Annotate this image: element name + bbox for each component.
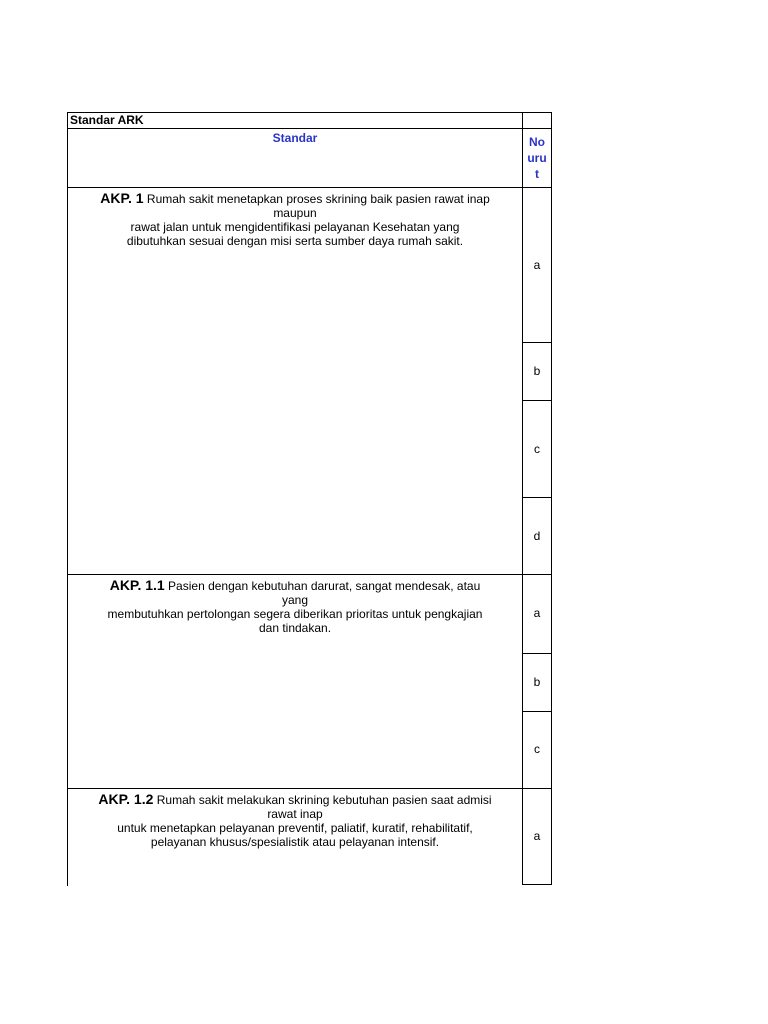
grid-line <box>67 574 552 575</box>
standard-line: maupun <box>273 206 317 220</box>
column-header-standar: Standar <box>272 131 318 145</box>
grid-line <box>522 497 552 498</box>
standard-akp-1 <box>68 191 522 248</box>
standard-line: rawat jalan untuk mengidentifikasi pelayanan Kesehatan yang <box>130 220 460 234</box>
standard-text: Rumah sakit melakukan skrining kebutuhan pasien saat admisi <box>156 793 492 807</box>
grid-line <box>522 112 523 885</box>
standard-line: rawat inap <box>267 807 323 821</box>
column-header-no-urut-text: No urut <box>527 135 547 181</box>
grid-line <box>522 653 552 654</box>
item-letter: c <box>534 742 540 756</box>
item-letter: b <box>533 364 541 378</box>
standard-code: AKP. 1.1 <box>109 577 165 593</box>
item-letter: d <box>533 529 541 543</box>
grid-line <box>522 400 552 401</box>
item-letter: b <box>533 675 541 689</box>
standard-code: AKP. 1 <box>100 190 144 206</box>
standard-akp-1-2 <box>68 792 522 849</box>
grid-line <box>67 788 552 789</box>
grid-line <box>67 128 552 129</box>
item-letter: a <box>533 258 541 272</box>
standard-line <box>68 578 522 593</box>
grid-line <box>67 187 552 188</box>
standard-line: pelayanan khusus/spesialistik atau pelayanan intensif. <box>150 835 440 849</box>
grid-line <box>551 112 552 885</box>
standard-line: membutuhkan pertolongan segera diberikan prioritas untuk pengkajian <box>107 607 483 621</box>
grid-line <box>522 711 552 712</box>
standard-line: untuk menetapkan pelayanan preventif, paliatif, kuratif, rehabilitatif, <box>117 821 473 835</box>
standard-text: Rumah sakit menetapkan proses skrining baik pasien rawat inap <box>146 192 490 206</box>
standard-text: Pasien dengan kebutuhan darurat, sangat mendesak, atau <box>168 579 481 593</box>
standard-line <box>68 792 522 807</box>
standard-line <box>68 191 522 206</box>
sheet-title: Standar ARK <box>70 113 144 127</box>
standard-line: yang <box>281 593 309 607</box>
standard-akp-1-1 <box>68 578 522 635</box>
item-letter: c <box>534 442 540 456</box>
item-letter: a <box>533 606 541 620</box>
grid-line <box>522 884 552 885</box>
standard-line: dibutuhkan sesuai dengan misi serta sumber daya rumah sakit. <box>126 234 464 248</box>
item-letter: a <box>533 829 541 843</box>
standard-code: AKP. 1.2 <box>98 791 154 807</box>
column-header-no-urut <box>523 134 551 182</box>
grid-line <box>522 342 552 343</box>
standard-line: dan tindakan. <box>258 621 332 635</box>
